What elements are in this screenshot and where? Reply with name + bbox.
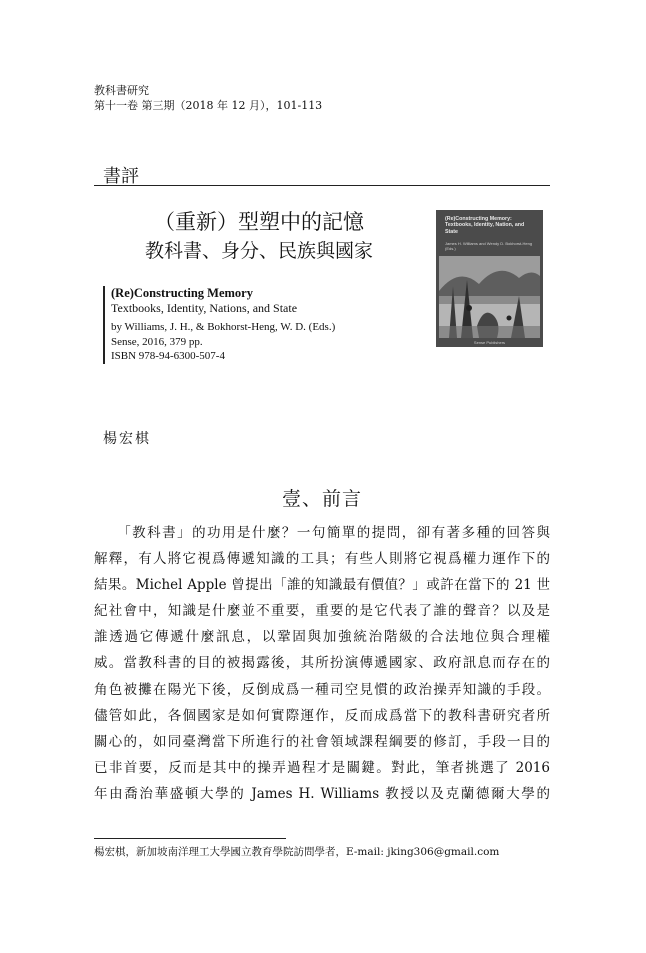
body-line: 儘管如此，各個國家是如何實際運作，反而成爲當下的教科書研究者所 (94, 707, 550, 724)
section-label: 書評 (103, 166, 139, 187)
cover-publisher: Sense Publishers (473, 340, 506, 345)
body-line: 誰透過它傳遞什麼訊息，以鞏固與加強統治階級的合法地位與合理權 (94, 629, 550, 646)
book-editors: by Williams, J. H., & Bokhorst-Heng, W. D. (Eds.) (111, 321, 336, 333)
author-footnote: 楊宏棋，新加坡南洋理工大學國立教育學院訪問學者，E-mail: jking306@gmail.com (94, 846, 500, 858)
book-title: (Re)Constructing Memory (111, 286, 253, 300)
section-heading: 壹、前言 (281, 488, 362, 510)
cover-photo (439, 256, 540, 338)
section-divider (94, 185, 550, 186)
book-info (103, 286, 335, 364)
body-line: 關心的，如同臺灣當下所進行的社會領域課程綱要的修訂，手段一目的 (94, 733, 550, 750)
book-isbn: ISBN 978-94-6300-507-4 (111, 350, 225, 362)
journal-header (94, 83, 322, 113)
body-line: 已非首要，反而是其中的操弄過程才是關鍵。對此，筆者挑選了 2016 (94, 759, 550, 776)
cover-title: (Re)Constructing Memory: Textbooks, Identity, Nation, and State (445, 216, 525, 235)
book-publisher: Sense, 2016, 379 pp. (111, 335, 203, 348)
body-line: 年由喬治華盛頓大學的 James H. Williams 教授以及克蘭德爾大學的 (94, 785, 550, 802)
body-line: 紀社會中，知識是什麼並不重要，重要的是它代表了誰的聲音？以及是 (94, 603, 550, 620)
footnote-divider (94, 838, 286, 839)
book-cover-image (436, 210, 543, 347)
journal-issue: 第十一卷 第三期（2018 年 12 月），101-113 (94, 99, 323, 112)
review-subtitle: 教科書、身分、民族與國家 (144, 240, 373, 262)
body-line: 角色被攤在陽光下後，反倒成爲一種司空見慣的政治操弄知識的手段。 (94, 681, 550, 698)
body-line: 「教科書」的功用是什麼？一句簡單的提問，卻有著多種的回答與 (94, 525, 550, 541)
body-line: 結果。Michel Apple 曾提出「誰的知識最有價值？」或許在當下的 21 世 (94, 577, 550, 594)
body-paragraph (94, 520, 550, 807)
journal-name: 教科書研究 (94, 84, 149, 97)
review-title: （重新）型塑中的記憶 (154, 210, 364, 234)
body-line: 威。當教科書的目的被揭露後，其所扮演傳遞國家、政府訊息而存在的 (94, 655, 550, 672)
body-line: 解釋，有人將它視爲傳遞知識的工具；有些人則將它視爲權力運作下的 (94, 551, 550, 568)
review-author: 楊宏棋 (103, 431, 151, 447)
book-subtitle: Textbooks, Identity, Nations, and State (111, 301, 298, 315)
cover-editors: James H. Williams and Wendy D. Bokhorst-Heng (Eds.) (445, 241, 533, 251)
